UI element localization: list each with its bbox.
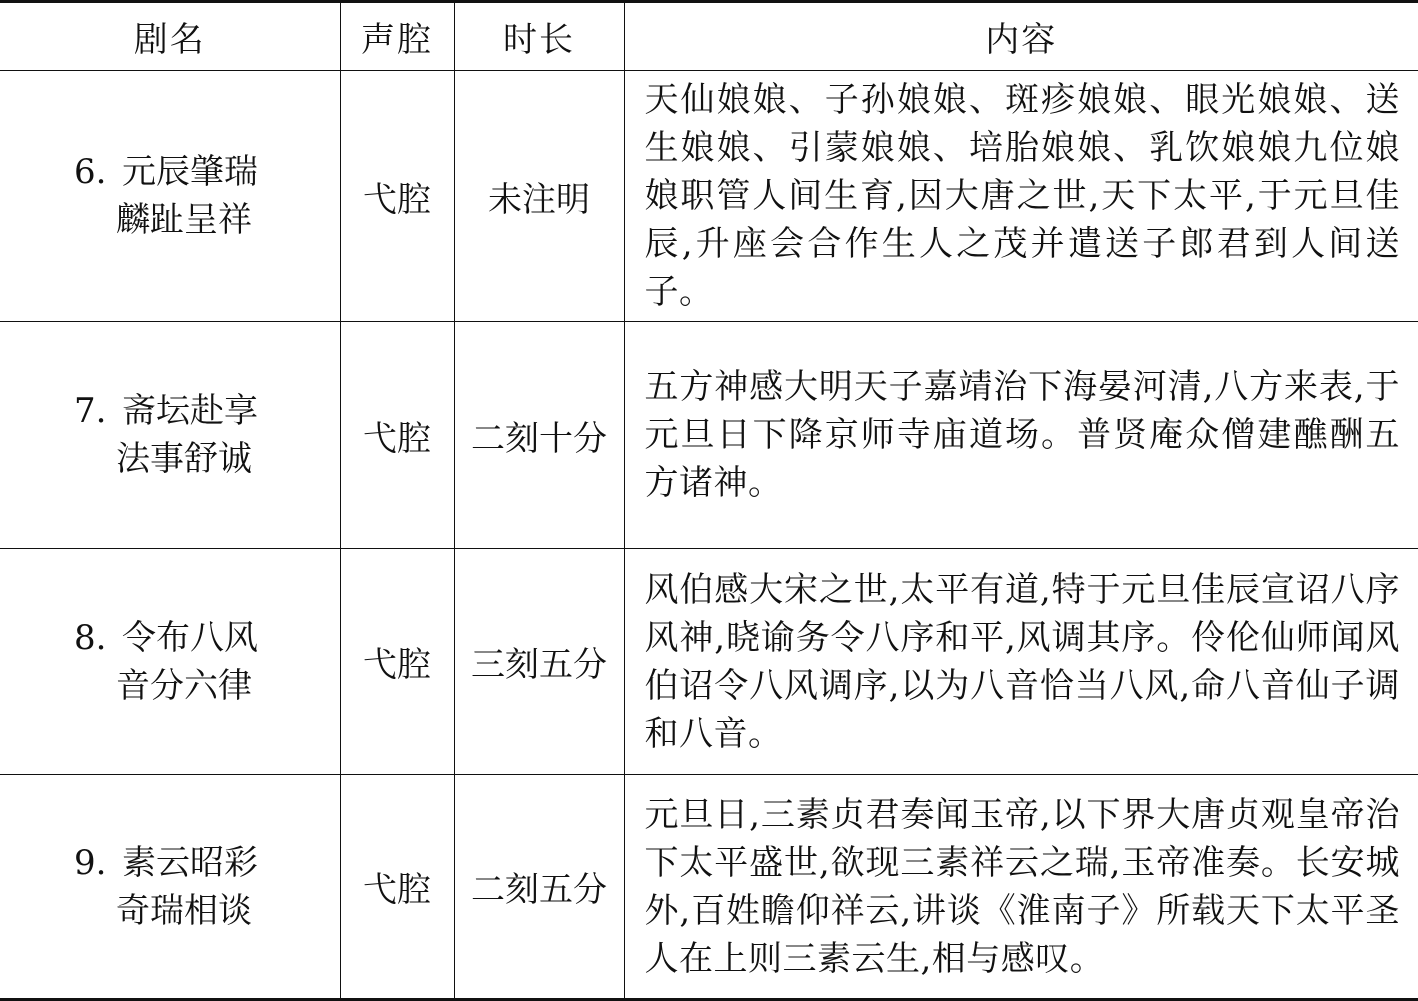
duration-cell: 未注明	[454, 71, 624, 322]
drama-name-cell	[0, 549, 340, 775]
drama-title-line1: 斋坛赴享	[122, 391, 258, 431]
drama-title-line1: 令布八风	[122, 617, 258, 658]
drama-name-cell	[0, 322, 340, 549]
duration-cell: 三刻五分	[454, 549, 624, 775]
content-cell: 风伯感大宋之世,太平有道,特于元旦佳辰宣诏八序风神,晓谕务令八序和平,风调其序。伶伦仙师闻风伯诏令八风调序,以为八音恰当八风,命八音仙子调和八音。	[624, 549, 1418, 775]
header-name: 剧名	[0, 2, 340, 71]
drama-title-line2: 麟趾呈祥	[116, 200, 252, 240]
table-row	[0, 775, 1418, 1000]
table-row	[0, 322, 1418, 549]
table-row	[0, 549, 1418, 775]
drama-title-line2: 音分六律	[116, 665, 252, 706]
vocal-cell: 弋腔	[340, 322, 454, 549]
vocal-cell: 弋腔	[340, 71, 454, 322]
vocal-cell: 弋腔	[340, 775, 454, 1000]
content-cell: 天仙娘娘、子孙娘娘、斑疹娘娘、眼光娘娘、送生娘娘、引蒙娘娘、培胎娘娘、乳饮娘娘九位娘娘职管人间生育,因大唐之世,天下太平,于元旦佳辰,升座会合作生人之茂并遣送子郎君到人间送子。	[624, 71, 1418, 322]
duration-cell: 二刻十分	[454, 322, 624, 549]
table-header-row	[0, 2, 1418, 71]
header-duration: 时长	[454, 2, 624, 71]
drama-title-line2: 法事舒诚	[116, 439, 252, 479]
drama-name-cell	[0, 775, 340, 1000]
drama-title-line1: 元辰肇瑞	[122, 152, 258, 192]
drama-number: 7.	[74, 391, 107, 431]
duration-cell: 二刻五分	[454, 775, 624, 1000]
drama-title-line1: 素云昭彩	[122, 842, 258, 883]
table-row	[0, 71, 1418, 322]
drama-number: 8.	[74, 617, 107, 658]
header-content: 内容	[624, 2, 1418, 71]
drama-name-cell	[0, 71, 340, 322]
drama-number: 6.	[74, 152, 107, 192]
drama-title-line2: 奇瑞相谈	[116, 890, 252, 931]
header-vocal: 声腔	[340, 2, 454, 71]
drama-number: 9.	[74, 842, 107, 883]
vocal-cell: 弋腔	[340, 549, 454, 775]
content-cell: 五方神感大明天子嘉靖治下海晏河清,八方来表,于元旦日下降京师寺庙道场。普贤庵众僧建醮酬五方诸神。	[624, 322, 1418, 549]
content-cell: 元旦日,三素贞君奏闻玉帝,以下界大唐贞观皇帝治下太平盛世,欲现三素祥云之瑞,玉帝准奏。长安城外,百姓瞻仰祥云,讲谈《淮南子》所载天下太平圣人在上则三素云生,相与感叹。	[624, 775, 1418, 1000]
